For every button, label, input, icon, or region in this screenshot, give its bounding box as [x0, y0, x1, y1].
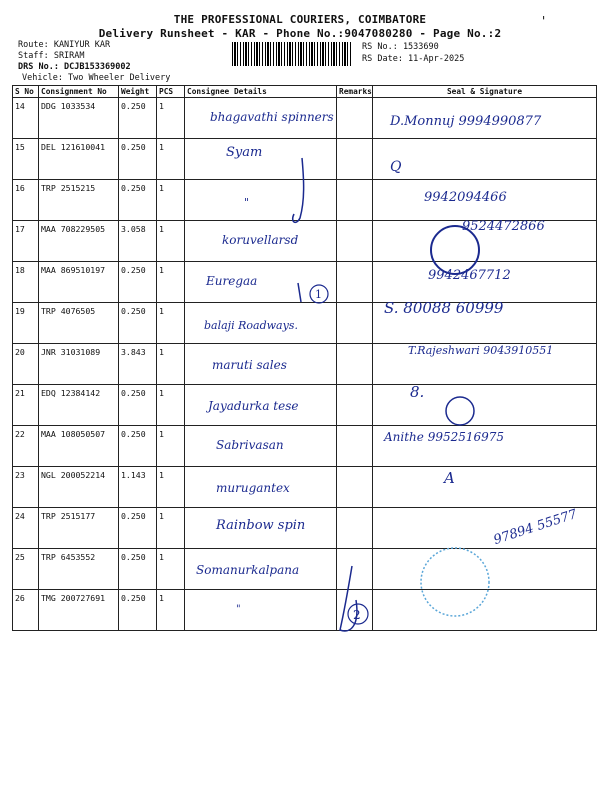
- cell-sno-text: 17: [15, 224, 25, 234]
- cell-pcs-text: 1: [159, 183, 164, 193]
- cell-sno-text: 21: [15, 388, 25, 398]
- barcode-image: [232, 42, 352, 66]
- cell-consignment-text: MAA 108050507: [41, 429, 106, 439]
- cell-weight: [119, 221, 157, 262]
- cell-pcs-text: 1: [159, 265, 164, 275]
- consignee-handwriting: Somanurkalpana: [196, 563, 300, 577]
- cell-consignment-text: NGL 200052214: [41, 470, 106, 480]
- cell-weight-text: 0.250: [121, 183, 146, 193]
- cell-pcs-text: 1: [159, 306, 164, 316]
- table-row: [13, 590, 597, 631]
- cell-signature: [373, 139, 597, 180]
- cell-consignment-text: EDQ 12384142: [41, 388, 101, 398]
- cell-pcs: [157, 180, 185, 221]
- cell-weight: [119, 508, 157, 549]
- cell-sno-text: 22: [15, 429, 25, 439]
- cell-consignment-text: TMG 200727691: [41, 593, 106, 603]
- cell-consignment: [39, 262, 119, 303]
- cell-weight-text: 0.250: [121, 552, 146, 562]
- cell-pcs-text: 1: [159, 552, 164, 562]
- cell-pcs-text: 1: [159, 429, 164, 439]
- signature-handwriting: 9942467712: [428, 268, 511, 283]
- cell-pcs: [157, 262, 185, 303]
- cell-weight: [119, 303, 157, 344]
- drs-label: DRS No.: DCJB153369002: [18, 62, 131, 72]
- col-remarks: Remarks: [337, 86, 373, 98]
- runsheet-table: [12, 85, 597, 631]
- col-signature: Seal & Signature: [373, 86, 597, 98]
- table-row: [13, 180, 597, 221]
- cell-consignment-text: DDG 1033534: [41, 101, 96, 111]
- cell-weight-text: 0.250: [121, 388, 146, 398]
- cell-sno: [13, 385, 39, 426]
- cell-pcs: [157, 508, 185, 549]
- cell-consignment: [39, 344, 119, 385]
- table-row: [13, 385, 597, 426]
- cell-sno: [13, 590, 39, 631]
- signature-handwriting: 8.: [410, 383, 425, 401]
- table-header-row: [13, 86, 597, 98]
- cell-remarks: [337, 221, 373, 262]
- signature-handwriting: T.Rajeshwari 9043910551: [408, 344, 554, 357]
- rs-date: RS Date: 11-Apr-2025: [362, 54, 465, 64]
- cell-remarks: [337, 98, 373, 139]
- cell-consignment-text: TRP 2515177: [41, 511, 96, 521]
- staff-label: Staff: SRIRAM: [18, 51, 85, 61]
- cell-weight: [119, 590, 157, 631]
- cell-signature: [373, 590, 597, 631]
- cell-consignment: [39, 426, 119, 467]
- cell-pcs: [157, 590, 185, 631]
- consignee-handwriting: Sabrivasan: [216, 438, 284, 452]
- consignee-handwriting: ": [236, 604, 241, 615]
- cell-remarks: [337, 262, 373, 303]
- cell-weight: [119, 467, 157, 508]
- cell-weight: [119, 426, 157, 467]
- cell-weight: [119, 262, 157, 303]
- cell-sno: [13, 426, 39, 467]
- cell-weight: [119, 180, 157, 221]
- cell-pcs-text: 1: [159, 511, 164, 521]
- cell-sno: [13, 262, 39, 303]
- cell-sno-text: 19: [15, 306, 25, 316]
- cell-consignment: [39, 385, 119, 426]
- cell-consignment-text: TRP 4076505: [41, 306, 96, 316]
- cell-sno: [13, 180, 39, 221]
- cell-consignment: [39, 98, 119, 139]
- cell-weight-text: 3.843: [121, 347, 146, 357]
- cell-remarks: [337, 303, 373, 344]
- cell-sno-text: 24: [15, 511, 25, 521]
- cell-pcs-text: 1: [159, 142, 164, 152]
- cell-signature: [373, 385, 597, 426]
- cell-weight: [119, 549, 157, 590]
- cell-pcs: [157, 549, 185, 590]
- cell-remarks: [337, 385, 373, 426]
- cell-consignment-text: TRP 6453552: [41, 552, 96, 562]
- table-row: [13, 426, 597, 467]
- consignee-handwriting: ": [244, 196, 250, 209]
- cell-weight-text: 0.250: [121, 593, 146, 603]
- cell-sno-text: 14: [15, 101, 25, 111]
- cell-sno-text: 20: [15, 347, 25, 357]
- cell-sno: [13, 467, 39, 508]
- cell-weight-text: 0.250: [121, 265, 146, 275]
- signature-handwriting: D.Monnuj 9994990877: [390, 114, 542, 129]
- cell-consignment-text: MAA 869510197: [41, 265, 106, 275]
- cell-consignment: [39, 221, 119, 262]
- consignee-handwriting: Syam: [226, 145, 263, 160]
- circle-label-2: 2: [353, 608, 361, 622]
- col-pcs: PCS: [157, 86, 185, 98]
- cell-weight-text: 0.250: [121, 142, 146, 152]
- cell-pcs-text: 1: [159, 101, 164, 111]
- signature-handwriting: A: [444, 469, 455, 487]
- col-weight: Weight: [119, 86, 157, 98]
- consignee-handwriting: murugantex: [216, 481, 290, 495]
- cell-sno: [13, 221, 39, 262]
- cell-remarks: [337, 139, 373, 180]
- cell-consignment: [39, 508, 119, 549]
- runsheet-title: Delivery Runsheet - KAR - Phone No.:9047080280 - Page No.:2: [98, 27, 502, 40]
- cell-sno-text: 25: [15, 552, 25, 562]
- consignee-handwriting: bhagavathi spinners: [210, 110, 334, 124]
- col-consignment: Consignment No: [39, 86, 119, 98]
- cell-consignment-text: MAA 708229505: [41, 224, 106, 234]
- col-sno: S No: [13, 86, 39, 98]
- table-row: [13, 549, 597, 590]
- cell-remarks: [337, 426, 373, 467]
- consignee-handwriting: Euregaa: [206, 274, 258, 288]
- cell-remarks: [337, 590, 373, 631]
- cell-pcs: [157, 221, 185, 262]
- rs-number: RS No.: 1533690: [362, 42, 439, 52]
- cell-weight: [119, 98, 157, 139]
- cell-pcs: [157, 98, 185, 139]
- cell-consignment: [39, 303, 119, 344]
- cell-consignment-text: DEL 121610041: [41, 142, 106, 152]
- cell-pcs-text: 1: [159, 593, 164, 603]
- cell-pcs: [157, 139, 185, 180]
- cell-weight-text: 0.250: [121, 429, 146, 439]
- cell-consignee: [185, 590, 337, 631]
- cell-sno-text: 16: [15, 183, 25, 193]
- cell-weight-text: 1.143: [121, 470, 146, 480]
- signature-handwriting: Anithe 9952516975: [384, 430, 505, 444]
- cell-weight-text: 3.058: [121, 224, 146, 234]
- cell-remarks: [337, 549, 373, 590]
- signature-handwriting: 9524472866: [462, 219, 545, 234]
- cell-sno: [13, 303, 39, 344]
- cell-weight-text: 0.250: [121, 511, 146, 521]
- signature-handwriting: 9942094466: [424, 190, 507, 205]
- cell-pcs: [157, 426, 185, 467]
- company-title: THE PROFESSIONAL COURIERS, COIMBATORE: [173, 13, 427, 26]
- cell-weight: [119, 344, 157, 385]
- consignee-handwriting: balaji Roadways.: [204, 319, 298, 332]
- cell-pcs-text: 1: [159, 347, 164, 357]
- cell-sno-text: 18: [15, 265, 25, 275]
- cell-remarks: [337, 180, 373, 221]
- cell-weight: [119, 385, 157, 426]
- cell-signature: [373, 549, 597, 590]
- cell-sno: [13, 98, 39, 139]
- cell-pcs: [157, 385, 185, 426]
- cell-consignment: [39, 467, 119, 508]
- cell-remarks: [337, 508, 373, 549]
- cell-sno: [13, 139, 39, 180]
- cell-pcs-text: 1: [159, 388, 164, 398]
- cell-pcs: [157, 344, 185, 385]
- cell-weight: [119, 139, 157, 180]
- cell-sno: [13, 508, 39, 549]
- cell-pcs: [157, 303, 185, 344]
- cell-remarks: [337, 344, 373, 385]
- cell-weight-text: 0.250: [121, 101, 146, 111]
- consignee-handwriting: Rainbow spin: [216, 518, 306, 533]
- table-row: [13, 139, 597, 180]
- cell-consignment: [39, 139, 119, 180]
- cell-pcs-text: 1: [159, 224, 164, 234]
- cell-pcs-text: 1: [159, 470, 164, 480]
- cell-signature: [373, 467, 597, 508]
- cell-sno-text: 26: [15, 593, 25, 603]
- signature-handwriting: S. 80088 60999: [384, 299, 504, 317]
- cell-sno-text: 23: [15, 470, 25, 480]
- circle-label-1: 1: [315, 288, 322, 301]
- cell-consignment: [39, 549, 119, 590]
- consignee-handwriting: koruvellarsd: [222, 233, 299, 247]
- col-consignee: Consignee Details: [185, 86, 337, 98]
- corner-mark: ': [540, 14, 548, 28]
- vehicle-label: Vehicle: Two Wheeler Delivery: [22, 73, 171, 83]
- route-label: Route: KANIYUR KAR: [18, 40, 111, 50]
- cell-consignment-text: TRP 2515215: [41, 183, 96, 193]
- consignee-handwriting: Jayadurka tese: [208, 399, 299, 413]
- cell-consignment: [39, 590, 119, 631]
- table-row: [13, 467, 597, 508]
- consignee-handwriting: maruti sales: [212, 358, 287, 372]
- cell-consignment-text: JNR 31031089: [41, 347, 101, 357]
- cell-sno-text: 15: [15, 142, 25, 152]
- table-row: [13, 303, 597, 344]
- cell-sno: [13, 549, 39, 590]
- cell-sno: [13, 344, 39, 385]
- cell-remarks: [337, 467, 373, 508]
- signature-handwriting: 97894 55577: [491, 506, 580, 549]
- cell-weight-text: 0.250: [121, 306, 146, 316]
- signature-handwriting: Q: [390, 159, 402, 175]
- cell-consignee: [185, 180, 337, 221]
- cell-consignment: [39, 180, 119, 221]
- cell-pcs: [157, 467, 185, 508]
